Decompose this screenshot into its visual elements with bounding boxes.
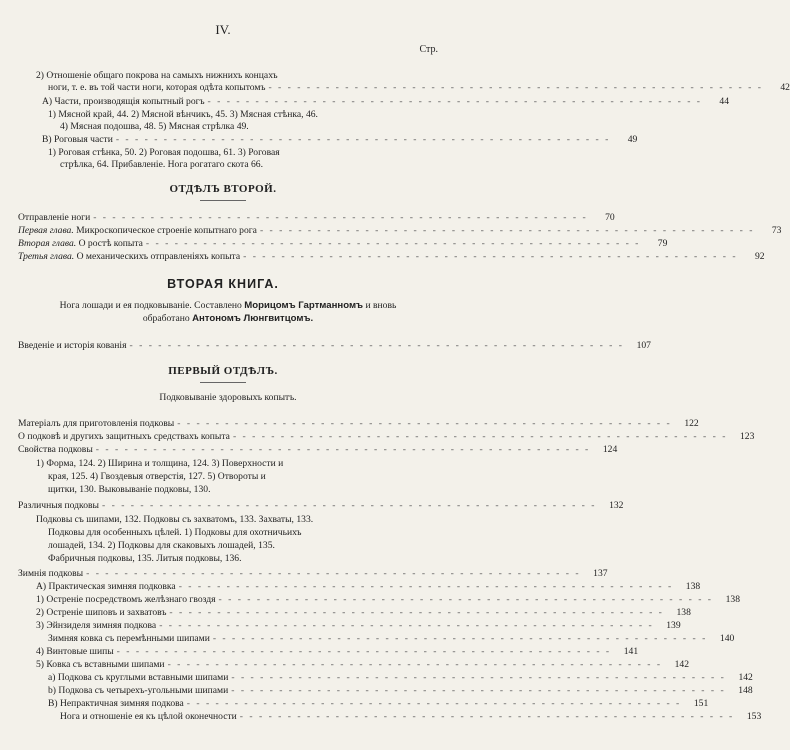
toc-line: лошадей, 134. 2) Подковы для скаковыхъ лошадей, 135.: [48, 540, 275, 551]
toc-line: Третья глава. О механическихъ отправленіяхъ копыта - - - 92: [18, 251, 438, 263]
toc-line: 1) Остреніе посредствомъ желѣзнаго гвоздя - - - 138: [36, 594, 438, 606]
divider: [200, 200, 246, 201]
toc-line: А) Части, производящія копытный рогъ - - - 44: [42, 96, 438, 108]
toc-line: 2) Отношеніе общаго покрова на самыхъ нижнихъ концахъ: [36, 70, 278, 81]
divider: [200, 382, 246, 383]
toc-line: ноги, т. е. въ той части ноги, которая одѣта копытомъ - - - 42: [48, 82, 438, 94]
toc-line: Первая глава. Микроскопическое строеніе копытнаго рога - - - 73: [18, 225, 438, 237]
toc-line: Свойства подковы - - - 124: [18, 444, 438, 456]
book-subtitle: обработано Антономъ Люнгвитцомъ.: [142, 313, 314, 324]
toc-line: 1) Роговая стѣнка, 50. 2) Роговая подошва, 61. 3) Роговая: [48, 147, 280, 158]
toc-line: 1) Мясной край, 44. 2) Мясной вѣнчикъ, 45. 3) Мясная стѣнка, 46.: [48, 109, 318, 120]
toc-line: 1) Форма, 124. 2) Ширина и толщина, 124. 3) Поверхности и: [36, 458, 284, 469]
page-column-header: Стр.: [419, 44, 438, 55]
toc-line: Подковы съ шипами, 132. Подковы съ захватомъ, 133. Захваты, 133.: [36, 514, 314, 525]
toc-line: А) Практическая зимняя подковка - - - 138: [36, 581, 438, 593]
toc-line: 5) Ковка съ вставными шипами - - - 142: [36, 659, 438, 671]
toc-line: Отправленіе ноги - - - 70: [18, 212, 438, 224]
toc-line: B) Непрактичная зимняя подкова - - - 151: [48, 698, 438, 710]
toc-line: 4) Винтовые шипы - - - 141: [36, 646, 438, 658]
toc-line: Зимняя ковка съ перемѣнными шипами - - - 140: [48, 633, 438, 645]
toc-line: 3) Эйнзиделя зимняя подкова - - - 139: [36, 620, 438, 632]
toc-line: щитки, 130. Выковываніе подковы, 130.: [48, 484, 211, 495]
toc-line: b) Подкова съ четырехъ-угольными шипами - - - 148: [48, 685, 438, 697]
book-subtitle: Нога лошади и ея подковываніе. Составлено Морицомъ Гартманномъ и вновь: [59, 300, 397, 311]
toc-line: Вторая глава. О ростѣ копыта - - - 79: [18, 238, 438, 250]
section-heading: ПЕРВЫЙ ОТДѢЛЪ.: [168, 365, 278, 377]
toc-line: края, 125. 4) Гвоздевыя отверстія, 127. 5) Отвороты и: [48, 471, 266, 482]
toc-line: Фабричныя подковы, 135. Литыя подковы, 136.: [48, 553, 242, 564]
toc-line: В) Роговыя части - - - 49: [42, 134, 438, 146]
toc-line: стрѣлка, 64. Прибавленіе. Нога рогатаго скота 66.: [60, 159, 263, 170]
toc-line: Подковы для особенныхъ цѣлей. 1) Подковы для охотничьихъ: [48, 527, 302, 538]
toc-line: Матеріалъ для приготовленія подковы - - - 122: [18, 418, 438, 430]
toc-line: a) Подкова съ круглыми вставными шипами - - - 142: [48, 672, 438, 684]
toc-line: Зимнія подковы - - - 137: [18, 568, 438, 580]
section-heading: ОТДѢЛЪ ВТОРОЙ.: [169, 183, 277, 195]
book-heading: ВТОРАЯ КНИГА.: [167, 277, 279, 291]
toc-line: Различныя подковы - - - 132: [18, 500, 438, 512]
toc-line: Нога и отношеніе ея къ цѣлой оконечности - - - 153: [60, 711, 438, 723]
subsection-heading: Подковываніе здоровыхъ копытъ.: [159, 392, 297, 403]
toc-line: 2) Остреніе шиповъ и захватовъ - - - 138: [36, 607, 438, 619]
toc-line: Введеніе и исторія кованія - - - 107: [18, 340, 438, 352]
toc-line: О подковѣ и другихъ защитныхъ средствахъ копыта - - - 123: [18, 431, 438, 443]
page-number: IV.: [215, 22, 231, 37]
toc-line: 4) Мясная подошва, 48. 5) Мясная стрѣлка 49.: [60, 121, 249, 132]
